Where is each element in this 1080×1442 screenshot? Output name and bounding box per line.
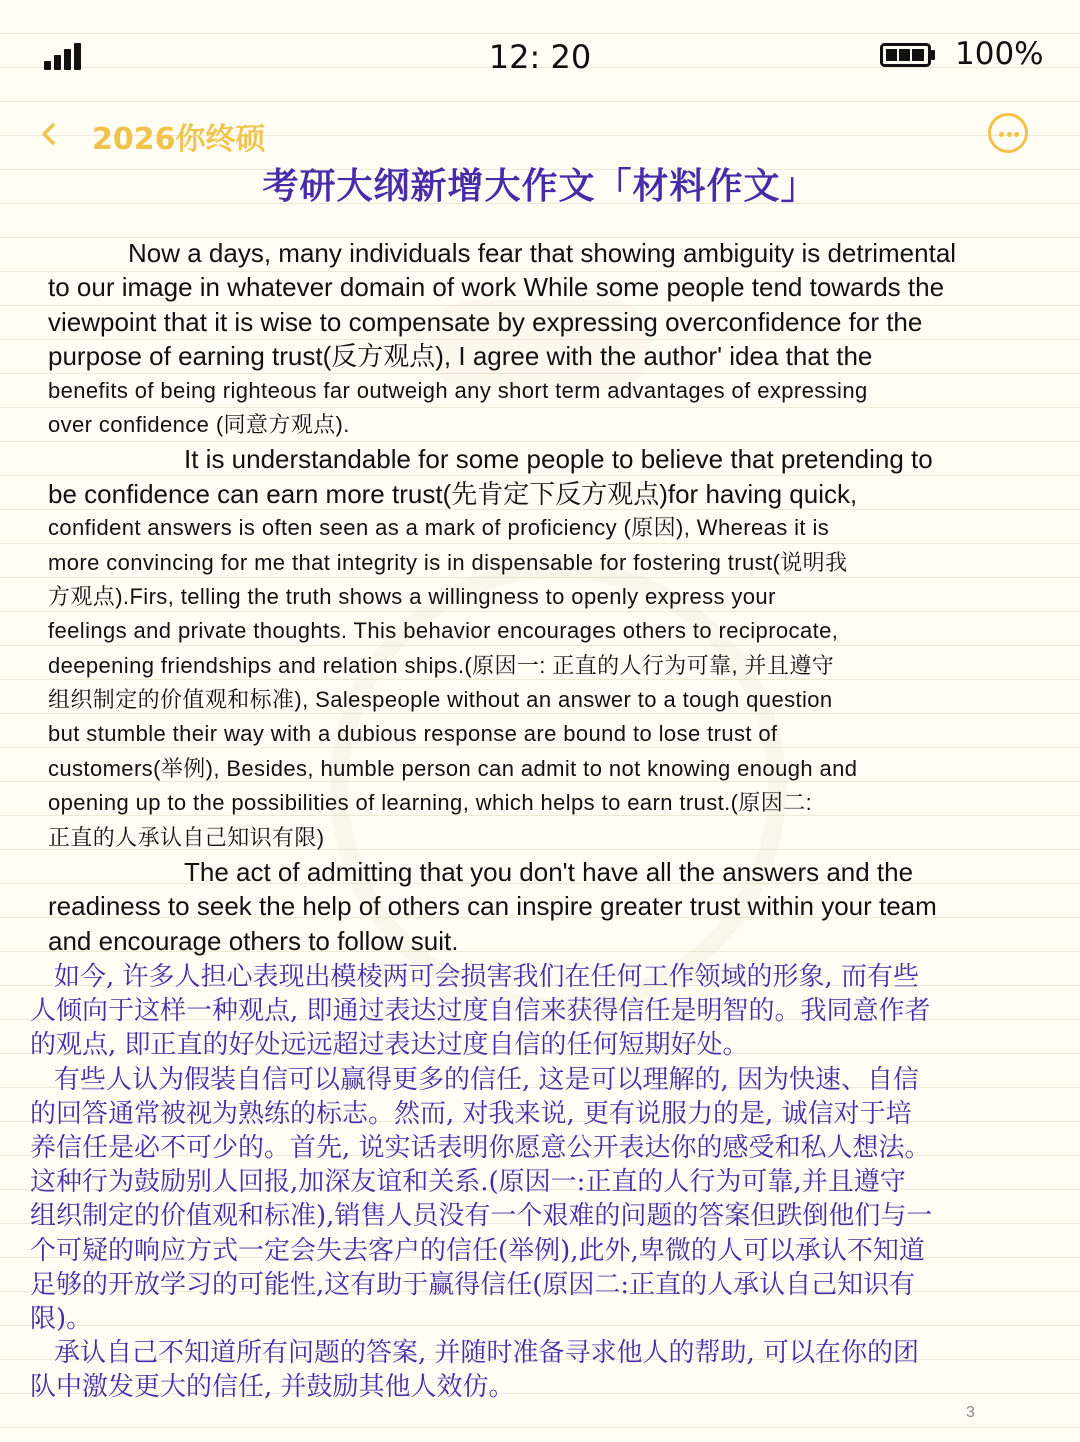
translation-line: 限)。 [30,1303,93,1334]
essay-line: The act of admitting that you don't have all the answers and the [184,857,914,888]
essay-line: customers(举例), Besides, humble person can admit to not knowing enough and [48,755,858,781]
translation-line: 这种行为鼓励别人回报,加深友谊和关系.(原因一:正直的人行为可靠,并且遵守 [30,1167,906,1198]
english-essay [48,236,1054,958]
essay-line: viewpoint that it is wise to compensate by expressing overconfidence for the [48,306,923,337]
more-icon-dot [1014,132,1019,137]
essay-line: more convincing for me that integrity is in dispensable for fostering trust(说明我 [48,549,848,575]
status-time: 12: 20 [488,38,592,76]
status-bar [0,0,1080,100]
more-button[interactable] [988,113,1028,153]
page-number: 3 [966,1404,975,1421]
translation-line: 人倾向于这样一种观点, 即通过表达过度自信来获得信任是明智的。我同意作者 [30,996,931,1027]
essay-line: over confidence (同意方观点). [48,411,350,437]
translation-line: 个可疑的响应方式一定会失去客户的信任(举例),此外,卑微的人可以承认不知道 [30,1235,925,1266]
translation-line: 的回答通常被视为熟练的标志。然而, 对我来说, 更有说服力的是, 诚信对于培 [30,1098,912,1129]
translation-line: 的观点, 即正直的好处远远超过表达过度自信的任何短期好处。 [30,1030,749,1061]
nav-title[interactable]: 2026你终硕 [92,122,266,157]
essay-line: benefits of being righteous far outweigh any short term advantages of expressing [48,377,868,403]
more-icon [999,132,1004,137]
essay-line: and encourage others to follow suit. [48,925,459,956]
essay-line: It is understandable for some people to believe that pretending to [184,444,933,475]
essay-line: be confidence can earn more trust(先肯定下反方观点)for having quick, [48,478,858,509]
essay-line: purpose of earning trust(反方观点), I agree with the author' idea that the [48,341,873,372]
translation-line: 有些人认为假装自信可以赢得更多的信任, 这是可以理解的, 因为快速、自信 [54,1064,920,1095]
translation-line: 队中激发更大的信任, 并鼓励其他人效仿。 [30,1372,515,1403]
chinese-translation [30,960,1054,1404]
essay-line: 正直的人承认自己知识有限) [48,824,325,850]
essay-line: but stumble their way with a dubious response are bound to lose trust of [48,721,778,747]
translation-line: 组织制定的价值观和标准),销售人员没有一个艰难的问题的答案但跌倒他们与一 [30,1201,933,1232]
translation-line: 如今, 许多人担心表现出模棱两可会损害我们在任何工作领域的形象, 而有些 [54,962,920,992]
essay-line: to our image in whatever domain of work While some people tend towards the [48,272,945,303]
essay-line: confident answers is often seen as a mark of proficiency (原因), Whereas it is [48,515,830,541]
essay-line: opening up to the possibilities of learning, which helps to earn trust.(原因二: [48,790,813,816]
essay-line: 组织制定的价值观和标准), Salespeople without an answer to a tough question [48,687,833,713]
document-title: 考研大纲新增大作文「材料作文」 [262,165,818,207]
translation-line: 承认自己不知道所有问题的答案, 并随时准备寻求他人的帮助, 可以在你的团 [54,1338,920,1369]
essay-line: Now a days, many individuals fear that showing ambiguity is detrimental [128,238,957,268]
translation-line: 养信任是必不可少的。首先, 说实话表明你愿意公开表达你的感受和私人想法。 [30,1132,931,1163]
battery-percent: 100% [955,36,1044,72]
more-icon-dot [1007,132,1012,137]
back-button[interactable] [38,114,68,154]
essay-line: 方观点).Firs, telling the truth shows a willingness to openly express your [48,583,776,609]
essay-line: deepening friendships and relation ships.(原因一: 正直的人行为可靠, 并且遵守 [48,652,835,678]
essay-line: readiness to seek the help of others can inspire greater trust within your team [48,891,937,922]
battery-icon [880,43,936,67]
essay-line: feelings and private thoughts. This behavior encourages others to reciprocate, [48,618,839,644]
translation-line: 足够的开放学习的可能性,这有助于赢得信任(原因二:正直的人承认自己知识有 [30,1269,916,1300]
chevron-left-icon [38,114,58,154]
